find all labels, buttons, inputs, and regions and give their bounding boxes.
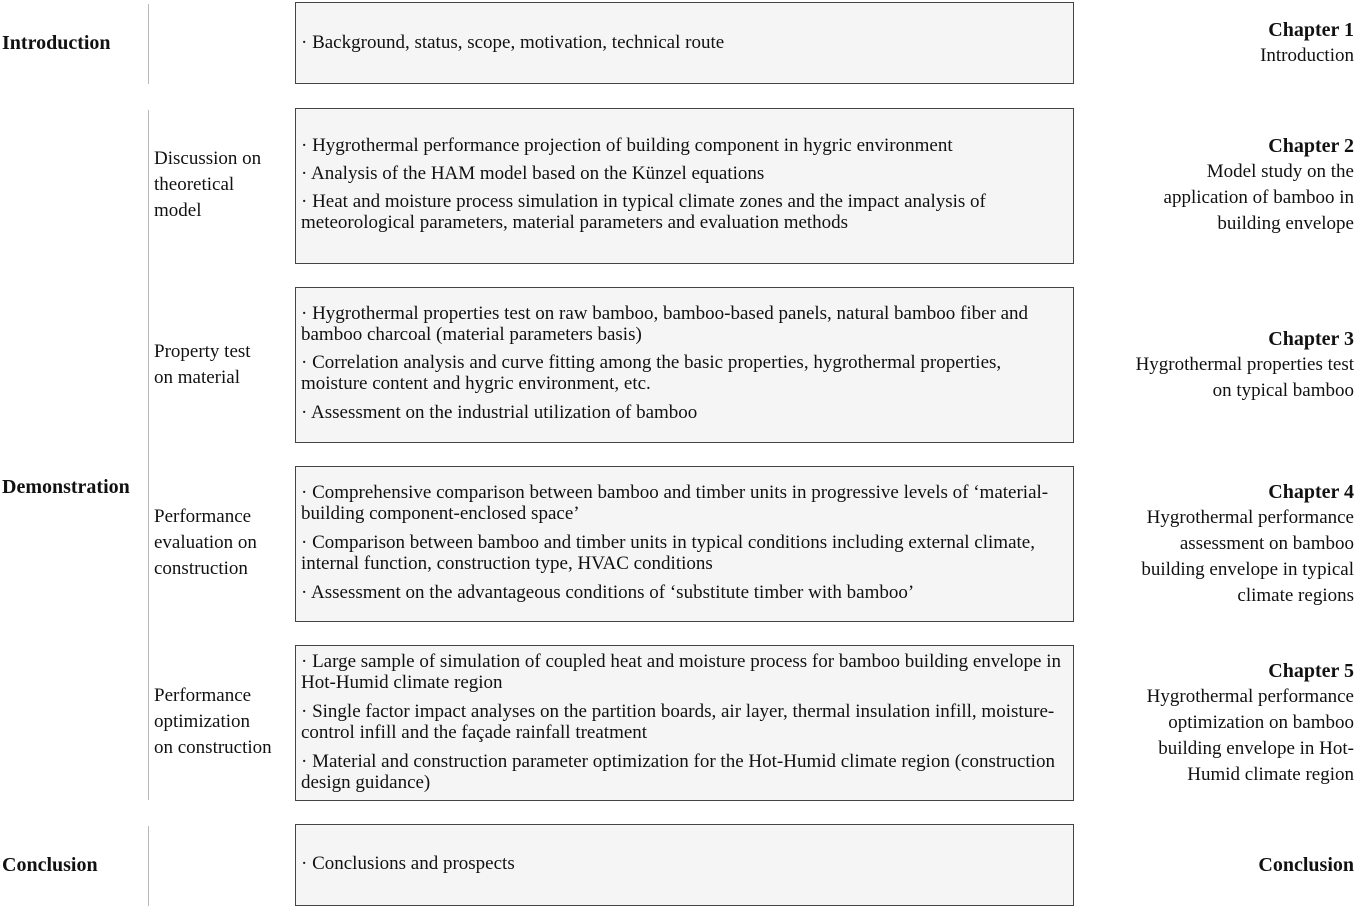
- chapter-title: Chapter 3: [1268, 328, 1354, 350]
- section-introduction: Introduction: [2, 32, 111, 54]
- chapter-line: climate regions: [1237, 585, 1354, 606]
- chapter-line: building envelope: [1217, 213, 1354, 234]
- box-bullet: · Hygrothermal performance projection of building component in hygric environment: [301, 135, 953, 156]
- chapter-line: building envelope in typical: [1141, 559, 1354, 580]
- box-performance-evaluation: [295, 466, 1074, 622]
- box-conclusion: [295, 824, 1074, 906]
- box-bullet: · Material and construction parameter optimization for the Hot-Humid climate region (construction design guidance): [301, 751, 1055, 793]
- section-conclusion: Conclusion: [2, 854, 98, 876]
- label-line: Discussion on: [154, 148, 262, 169]
- chapter-2: [1164, 133, 1354, 237]
- chapter-line: optimization on bamboo: [1168, 712, 1354, 733]
- chapter-title: Chapter 2: [1268, 135, 1354, 157]
- box-bullet: · Hygrothermal properties test on raw bamboo, bamboo-based panels, natural bamboo fiber and bamboo charcoal (material parameters basis): [301, 303, 1029, 345]
- box-bullet: · Assessment on the advantageous conditions of ‘substitute timber with bamboo’: [301, 582, 915, 603]
- label-line: model: [154, 200, 202, 221]
- chapter-line: Hygrothermal performance: [1146, 686, 1354, 707]
- box-performance-optimization: [295, 645, 1074, 801]
- chapter-line: building envelope in Hot-: [1158, 738, 1354, 759]
- box-bullet: · Comparison between bamboo and timber units in typical conditions including external climate, internal function, construction type, HVAC conditions: [301, 532, 1035, 574]
- section-demonstration: Demonstration: [2, 476, 130, 498]
- box-property-test: [295, 287, 1074, 443]
- label-line: evaluation on: [154, 532, 257, 553]
- label-line: construction: [154, 558, 248, 579]
- chapter-line: Hygrothermal performance: [1146, 507, 1354, 528]
- chapter-line: on typical bamboo: [1212, 380, 1354, 401]
- label-line: Performance: [154, 506, 252, 527]
- box-bullet: · Heat and moisture process simulation in typical climate zones and the impact analysis of meteorological parameters, material parameters and evaluation methods: [301, 191, 986, 233]
- label-line: Property test: [154, 341, 251, 362]
- box-bullet: · Assessment on the industrial utilization of bamboo: [301, 402, 698, 423]
- box-bullet: · Analysis of the HAM model based on the Künzel equations: [301, 163, 765, 184]
- box-theoretical-model: [295, 108, 1074, 264]
- chapter-conclusion: [1258, 852, 1354, 878]
- label-line: optimization: [154, 711, 251, 732]
- chapter-3: [1136, 326, 1354, 404]
- label-line: on material: [154, 367, 240, 388]
- divider-introduction: [148, 4, 149, 84]
- chapter-title: Chapter 4: [1268, 481, 1354, 503]
- box-introduction: [295, 2, 1074, 84]
- label-performance-evaluation: [154, 504, 257, 582]
- label-line: on construction: [154, 737, 272, 758]
- box-bullet: · Correlation analysis and curve fitting among the basic properties, hygrothermal properties, moisture content and hygric environment, etc.: [301, 352, 1002, 394]
- box-bullet: · Background, status, scope, motivation, technical route: [301, 32, 725, 53]
- chapter-title: Chapter 5: [1268, 660, 1354, 682]
- chapter-title: Conclusion: [1258, 854, 1354, 876]
- divider-conclusion: [148, 826, 149, 906]
- box-bullet: · Conclusions and prospects: [301, 853, 515, 874]
- chapter-1: [1260, 17, 1354, 69]
- chapter-line: Model study on the: [1206, 161, 1354, 182]
- label-line: Performance: [154, 685, 252, 706]
- label-line: theoretical: [154, 174, 235, 195]
- box-bullet: · Single factor impact analyses on the partition boards, air layer, thermal insulation infill, moisture-control infill and the façade rainfall treatment: [301, 701, 1055, 743]
- divider-demonstration: [148, 110, 149, 800]
- box-bullet: · Large sample of simulation of coupled heat and moisture process for bamboo building envelope in Hot-Humid climate region: [301, 651, 1061, 693]
- chapter-5: [1147, 658, 1354, 788]
- label-performance-optimization: [154, 683, 272, 761]
- box-bullet: · Comprehensive comparison between bamboo and timber units in progressive levels of ‘material-building component-enclosed space’: [301, 482, 1049, 524]
- chapter-line: Introduction: [1260, 45, 1354, 66]
- label-property-test: [154, 339, 251, 391]
- label-theoretical-model: [154, 146, 261, 224]
- chapter-line: assessment on bamboo: [1179, 533, 1354, 554]
- chapter-line: Hygrothermal properties test: [1135, 354, 1354, 375]
- chapter-line: application of bamboo in: [1163, 187, 1354, 208]
- chapter-title: Chapter 1: [1268, 19, 1354, 41]
- chapter-line: Humid climate region: [1187, 764, 1354, 785]
- chapter-4: [1141, 479, 1354, 609]
